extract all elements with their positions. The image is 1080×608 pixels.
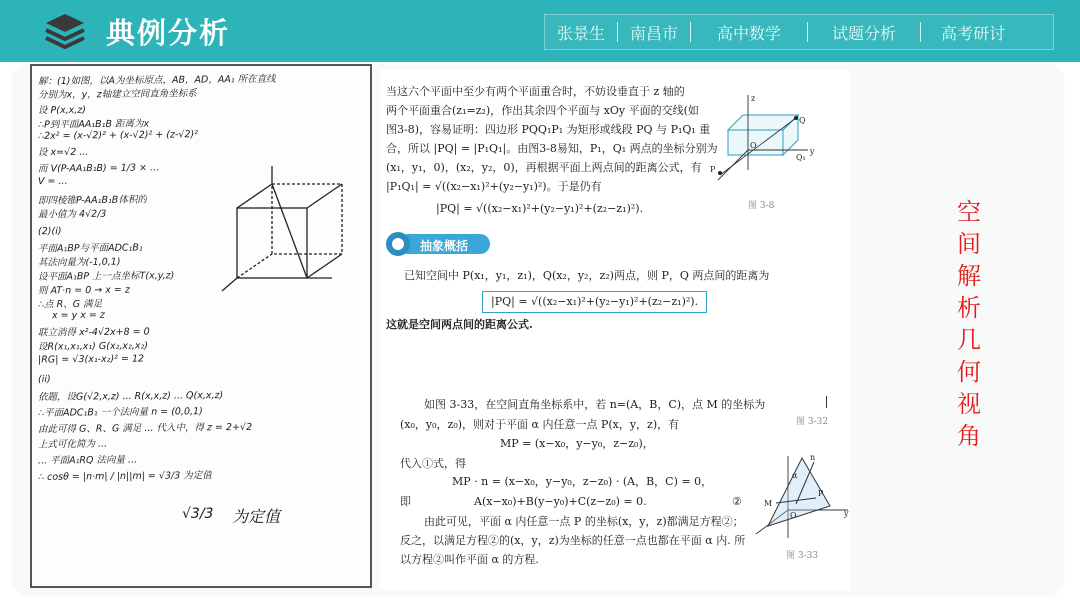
book-para2: 已知空间中 P(x₁，y₁，z₁)，Q(x₂，y₂，z₂)两点，则 P，Q 两点间的距离为 [404, 269, 770, 282]
handwritten-line: 设R(x₁,x₁,x₁) G(x₂,x₂,x₂) [37, 340, 149, 353]
book-para1-line5: (x₁，y₁，0)，(x₂，y₂，0)，再根据平面上两点间的距离公式，有 [386, 161, 702, 174]
svg-text:O: O [790, 511, 797, 520]
side-title [952, 196, 986, 452]
svg-text:z: z [751, 94, 756, 103]
handwritten-line: ∴ cosθ = |n·m| / |n||m| = √3/3 为定值 [37, 470, 212, 483]
svg-text:P: P [710, 165, 716, 174]
handwritten-line: 上式可化简为 ... [37, 438, 108, 451]
figure-3-33-caption: 图 3-33 [786, 551, 819, 561]
book-para4-line2: (x₀，y₀，z₀)，则对于平面 α 内任意一点 P(x，y，z)，有 [400, 418, 680, 431]
book-formula5: A(x−x₀)+B(y−y₀)+C(z−z₀) = 0. [474, 495, 647, 508]
svg-text:n: n [810, 453, 816, 462]
book-para6-line3: 以方程②叫作平面 α 的方程. [400, 553, 539, 566]
svg-text:O: O [750, 141, 757, 150]
nav-author[interactable]: 张景生 [557, 23, 606, 43]
side-title-char: 何 [957, 358, 981, 386]
svg-text:Q₁: Q₁ [796, 153, 806, 162]
svg-text:M: M [764, 499, 773, 508]
side-title-char: 角 [957, 422, 981, 450]
figure-3-33 [752, 448, 852, 544]
handwritten-line: 依题，设G(√2,x,z) ... R(x,x,z) ... Q(x,x,z) [37, 390, 224, 403]
book-formula3: MP = (x−x₀，y−y₀，z−z₀)， [500, 437, 654, 450]
handwritten-final-value: √3/3 [182, 506, 214, 522]
handwritten-line: ... 平面A₁RQ 法向量 ... [37, 454, 138, 467]
handwritten-solution [30, 64, 372, 588]
svg-text:α: α [792, 471, 798, 480]
handwritten-line: 设 x=√2 ... [37, 146, 89, 159]
book-para6-line2: 反之，以满足方程②的(x，y，z)为坐标的任意一点也都在平面 α 内. 所 [400, 534, 746, 547]
figure-3-8-caption: 图 3-8 [748, 201, 775, 211]
book-para3: 这就是空间两点间的距离公式. [386, 318, 533, 331]
book-para1-line1: 当这六个平面中至少有两个平面重合时，不妨设垂直于 z 轴的 [386, 85, 685, 98]
side-title-char: 解 [957, 262, 981, 290]
handwritten-line: 由此可得 G、R、G 满足 ... 代入中，得 z = 2+√2 [37, 421, 253, 436]
handwritten-line: ∴2x² = (x-√2)² + (x-√2)² + (z-√2)² [37, 129, 199, 142]
book-para6-line1: 由此可见，平面 α 内任意一点 P 的坐标(x，y，z)都满足方程②； [424, 515, 744, 528]
handwritten-line: 设 P(x,x,z) [37, 104, 87, 117]
side-title-char: 析 [957, 294, 981, 322]
book-formula2: |PQ| = √((x₂−x₁)²+(y₂−y₁)²+(z₂−z₁)²). [482, 291, 707, 313]
layers-icon [44, 12, 86, 52]
handwritten-line: 解：(1)如图，以A为坐标原点，AB，AD，AA₁ 所在直线 [37, 73, 276, 88]
handwritten-line: |RG| = √3(x₁-x₂)² = 12 [37, 353, 145, 366]
nav-bar [544, 14, 1054, 50]
nav-research[interactable]: 高考研讨 [941, 23, 1006, 43]
handwritten-line: ∴平面ADC₁B₁ 一个法向量 n = (0,0,1) [37, 406, 203, 419]
svg-text:P: P [818, 489, 824, 498]
handwritten-line: V = ... [37, 175, 68, 188]
svg-text:y: y [844, 509, 849, 518]
book-para1-line3: 图3-8)，容易证明：四边形 PQQ₁P₁ 为矩形或线段 PQ 与 P₁Q₁ 重 [386, 123, 711, 136]
nav-subject[interactable]: 高中数学 [717, 23, 782, 43]
handwritten-line: 联立消得 x²-4√2x+8 = 0 [37, 326, 150, 339]
nav-analysis[interactable]: 试题分析 [832, 23, 897, 43]
side-title-char: 间 [957, 230, 981, 258]
book-formula5-tag: ② [732, 495, 742, 508]
handwritten-line: (ii) [37, 373, 51, 386]
handwritten-line: 则 AT·n = 0 → x = z [37, 284, 130, 297]
page-title: 典例分析 [106, 16, 231, 50]
handwritten-line: (2)(i) [37, 225, 62, 238]
book-para1-line2: 两个平面重合(z₁=z₂)，作出其余四个平面与 xOy 平面的交线(如 [386, 104, 699, 117]
header-bar [0, 0, 1080, 62]
section-tag-label: 抽象概括 [420, 239, 469, 253]
handwritten-line: x = y x = z [51, 309, 105, 322]
svg-text:y: y [810, 147, 815, 156]
nav-city[interactable]: 南昌市 [630, 23, 679, 43]
handwritten-line: 分别为x，y，z轴建立空间直角坐标系 [37, 88, 197, 101]
handwritten-final-text: 为定值 [232, 507, 281, 526]
side-title-char: 空 [957, 198, 981, 226]
side-title-char: 视 [957, 390, 981, 418]
book-para1-line4: 合，所以 |PQ| = |P₁Q₁|。由图3-8易知，P₁，Q₁ 两点的坐标分别为 [386, 142, 718, 155]
handwritten-line: 平面A₁BP与平面ADC₁B₁ [37, 242, 143, 255]
book-para4-line1: 如图 3-33，在空间直角坐标系中，若 n=(A，B，C)，点 M 的坐标为 [424, 398, 766, 411]
book-formula4: MP · n = (x−x₀，y−y₀，z−z₀) · (A，B，C) = 0， [452, 475, 713, 488]
figure-3-32-mark [826, 396, 827, 408]
book-para1-line6: |P₁Q₁| = √((x₂−x₁)²+(y₂−y₁)²)。于是仍有 [386, 180, 602, 193]
handwritten-line: ∴点 R、G 满足 [37, 298, 103, 311]
handwritten-line: 设平面A₁BP 上一点坐标T(x,y,z) [37, 270, 175, 283]
figure-3-32-caption: 图 3-32 [796, 417, 829, 427]
svg-text:Q: Q [799, 116, 806, 125]
figure-3-8 [708, 90, 818, 200]
handwritten-line: ∴P到平面AA₁B₁B 距离为x [37, 118, 150, 131]
handwritten-line: 而 V(P-AA₁B₁B) = 1/3 × ... [37, 162, 160, 175]
handwritten-line: 其法向量为(-1,0,1) [37, 256, 121, 269]
book-formula5-prefix: 即 [400, 495, 411, 508]
side-title-char: 几 [957, 326, 981, 354]
book-formula1: |PQ| = √((x₂−x₁)²+(y₂−y₁)²+(z₂−z₁)²). [436, 202, 644, 215]
handwritten-line: 最小值为 4√2/3 [37, 208, 107, 221]
book-para5: 代入①式，得 [400, 457, 466, 470]
handwritten-line: 即四棱锥P-AA₁B₁B体积的 [37, 194, 147, 207]
